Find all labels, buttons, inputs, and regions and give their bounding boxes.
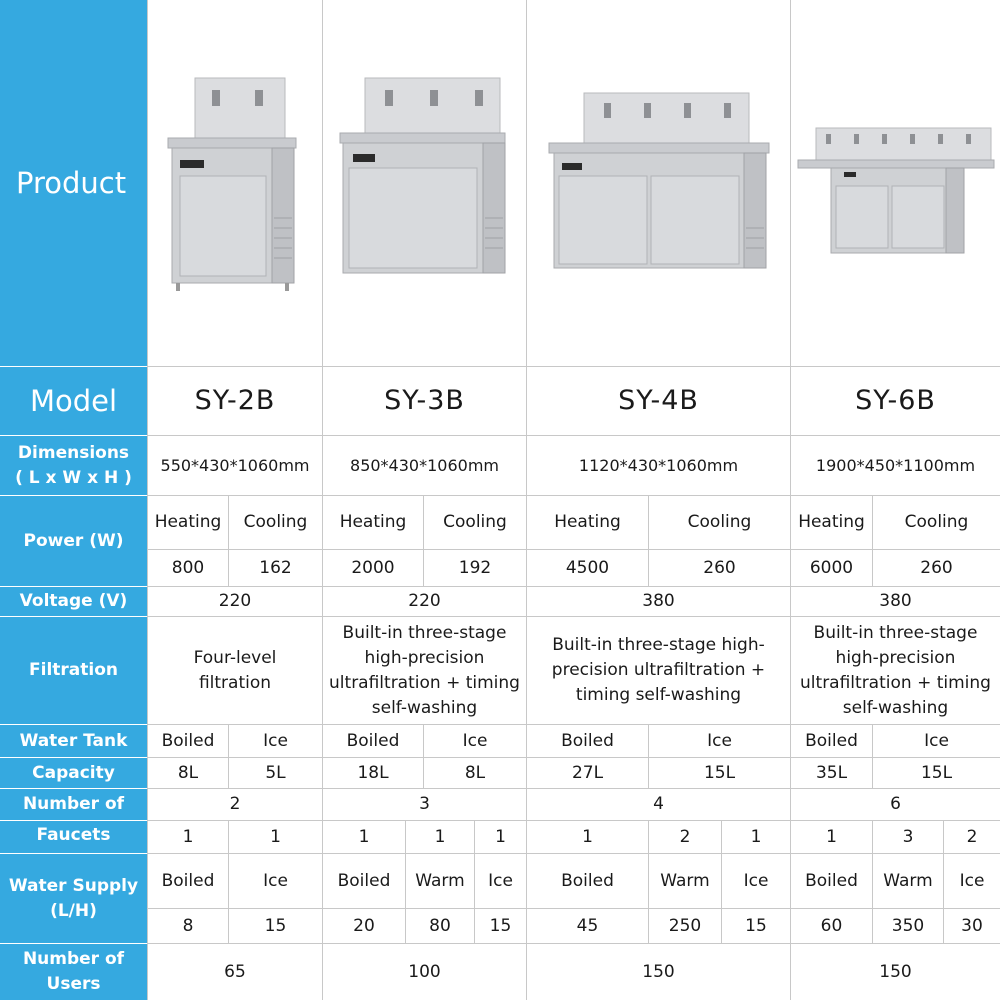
column-divider xyxy=(648,725,649,788)
product-image-sy-2b xyxy=(148,0,322,365)
column-divider xyxy=(872,496,873,586)
header-divider xyxy=(0,366,147,367)
power-heating-label: Heating xyxy=(154,512,222,533)
header-product: Product xyxy=(0,0,147,366)
power-heating-label: Heating xyxy=(554,512,621,533)
supply-value: 15 xyxy=(489,915,512,936)
power-cooling-label: Cooling xyxy=(443,512,507,533)
header-divider xyxy=(0,788,147,789)
header-divider xyxy=(0,757,147,758)
supply-type-label: Ice xyxy=(959,870,985,891)
product-image-sy-6b xyxy=(791,0,1000,365)
faucet-count: 1 xyxy=(582,826,593,847)
tank-ice-label: Ice xyxy=(924,730,949,751)
column-divider xyxy=(872,821,873,943)
power-cooling-label: Cooling xyxy=(687,512,752,533)
faucet-count: 1 xyxy=(358,826,370,847)
product-image-sy-3b xyxy=(323,0,526,365)
column-divider xyxy=(872,725,873,788)
column-divider xyxy=(228,496,229,586)
faucets-total: 6 xyxy=(890,794,901,815)
dimensions-value: 550*430*1060mm xyxy=(160,455,310,475)
faucets-total: 4 xyxy=(653,794,664,815)
supply-value: 60 xyxy=(820,915,843,936)
column-divider xyxy=(423,725,424,788)
power-cooling-label: Cooling xyxy=(904,512,969,533)
capacity-boiled-value: 35L xyxy=(815,762,848,783)
users-value: 100 xyxy=(408,961,441,982)
supply-type-label: Boiled xyxy=(337,870,391,891)
power-cooling-value: 260 xyxy=(920,557,953,578)
capacity-ice-value: 5L xyxy=(265,762,286,783)
power-heating-value: 6000 xyxy=(809,557,854,578)
supply-type-label: Warm xyxy=(415,870,465,891)
capacity-ice-value: 8L xyxy=(464,762,486,783)
faucets-total: 2 xyxy=(229,794,241,815)
supply-value: 8 xyxy=(182,915,194,936)
supply-value: 80 xyxy=(429,915,451,936)
supply-value: 15 xyxy=(745,915,767,936)
faucet-count: 1 xyxy=(750,826,762,847)
supply-type-label: Boiled xyxy=(561,870,614,891)
column-divider xyxy=(721,821,722,943)
capacity-boiled-value: 8L xyxy=(177,762,199,783)
supply-type-label: Warm xyxy=(660,870,710,891)
header-filtration: Filtration xyxy=(0,617,147,724)
faucet-count: 1 xyxy=(495,826,506,847)
faucet-count: 1 xyxy=(270,826,281,847)
product-image-sy-4b xyxy=(527,0,790,365)
header-divider xyxy=(0,586,147,587)
tank-ice-label: Ice xyxy=(263,730,288,751)
filtration-value: Built-in three-stage high-precision ultrafiltration + timing self-washing xyxy=(800,622,991,718)
header-power: Power (W) xyxy=(0,496,147,586)
header-divider xyxy=(0,495,147,496)
model-name: SY-2B xyxy=(194,385,276,417)
dimensions-value: 1120*430*1060mm xyxy=(578,455,739,475)
power-cooling-value: 162 xyxy=(259,557,292,578)
header-divider xyxy=(0,724,147,725)
header-water-supply: Water Supply (L/H) xyxy=(0,854,147,943)
capacity-boiled-value: 18L xyxy=(357,762,389,783)
header-dimensions: Dimensions ( L x W x H ) xyxy=(0,436,147,495)
column-divider xyxy=(228,821,229,943)
supply-value: 20 xyxy=(353,915,375,936)
model-name: SY-6B xyxy=(855,385,936,417)
column-divider xyxy=(648,821,649,943)
voltage-value: 220 xyxy=(408,591,441,612)
column-divider xyxy=(943,821,944,943)
column-divider xyxy=(405,821,406,943)
supply-value: 30 xyxy=(961,915,983,936)
supply-type-label: Warm xyxy=(883,870,933,891)
power-cooling-label: Cooling xyxy=(243,512,308,533)
tank-boiled-label: Boiled xyxy=(161,730,215,751)
header-number-of: Number of xyxy=(0,789,147,820)
tank-ice-label: Ice xyxy=(462,730,488,751)
tank-boiled-label: Boiled xyxy=(561,730,614,751)
model-name: SY-3B xyxy=(384,385,465,417)
faucet-count: 3 xyxy=(902,826,914,847)
faucet-count: 1 xyxy=(434,826,446,847)
power-heating-value: 2000 xyxy=(351,557,395,578)
power-heating-label: Heating xyxy=(339,512,407,533)
power-heating-value: 800 xyxy=(171,557,205,578)
supply-type-label: Boiled xyxy=(161,870,215,891)
filtration-value: Built-in three-stage high- precision ultrafiltration + timing self-washing xyxy=(551,635,766,705)
faucets-total: 3 xyxy=(419,794,430,815)
tank-ice-label: Ice xyxy=(707,730,732,751)
users-value: 150 xyxy=(879,961,912,982)
capacity-ice-value: 15L xyxy=(920,762,953,783)
power-cooling-value: 260 xyxy=(703,557,736,578)
faucet-count: 2 xyxy=(679,826,691,847)
supply-type-label: Ice xyxy=(743,870,769,891)
header-divider xyxy=(0,616,147,617)
power-heating-value: 4500 xyxy=(565,557,610,578)
header-divider xyxy=(0,943,147,944)
header-model: Model xyxy=(0,367,147,435)
supply-value: 350 xyxy=(891,915,925,936)
header-number-of-users: Number of Users xyxy=(0,944,147,1000)
users-value: 150 xyxy=(642,961,675,982)
dimensions-value: 850*430*1060mm xyxy=(350,455,499,475)
header-divider xyxy=(0,820,147,821)
model-name: SY-4B xyxy=(618,385,699,417)
faucet-count: 1 xyxy=(182,826,194,847)
column-divider xyxy=(474,821,475,943)
voltage-value: 380 xyxy=(642,591,675,612)
tank-boiled-label: Boiled xyxy=(346,730,400,751)
tank-boiled-label: Boiled xyxy=(805,730,858,751)
capacity-ice-value: 15L xyxy=(703,762,736,783)
supply-value: 250 xyxy=(668,915,702,936)
power-heating-label: Heating xyxy=(798,512,865,533)
filtration-value: Built-in three-stage high-precision ultrafiltration + timing self-washing xyxy=(329,622,520,718)
capacity-boiled-value: 27L xyxy=(571,762,604,783)
header-capacity: Capacity xyxy=(0,758,147,788)
supply-type-label: Ice xyxy=(263,870,288,891)
header-water-tank: Water Tank xyxy=(0,725,147,757)
voltage-value: 380 xyxy=(879,591,912,612)
power-cooling-value: 192 xyxy=(458,557,492,578)
dimensions-value: 1900*450*1100mm xyxy=(815,455,976,475)
header-faucets: Faucets xyxy=(0,821,147,853)
header-voltage: Voltage (V) xyxy=(0,587,147,616)
column-divider xyxy=(648,496,649,586)
voltage-value: 220 xyxy=(218,591,252,612)
supply-value: 45 xyxy=(576,915,599,936)
faucet-count: 1 xyxy=(826,826,837,847)
header-divider xyxy=(0,853,147,854)
column-divider xyxy=(423,496,424,586)
column-divider xyxy=(228,725,229,788)
filtration-value: Four-level filtration xyxy=(193,647,277,693)
faucet-count: 2 xyxy=(966,826,978,847)
supply-type-label: Boiled xyxy=(805,870,858,891)
users-value: 65 xyxy=(224,961,246,982)
header-divider xyxy=(0,435,147,436)
supply-type-label: Ice xyxy=(488,870,513,891)
supply-value: 15 xyxy=(264,915,287,936)
